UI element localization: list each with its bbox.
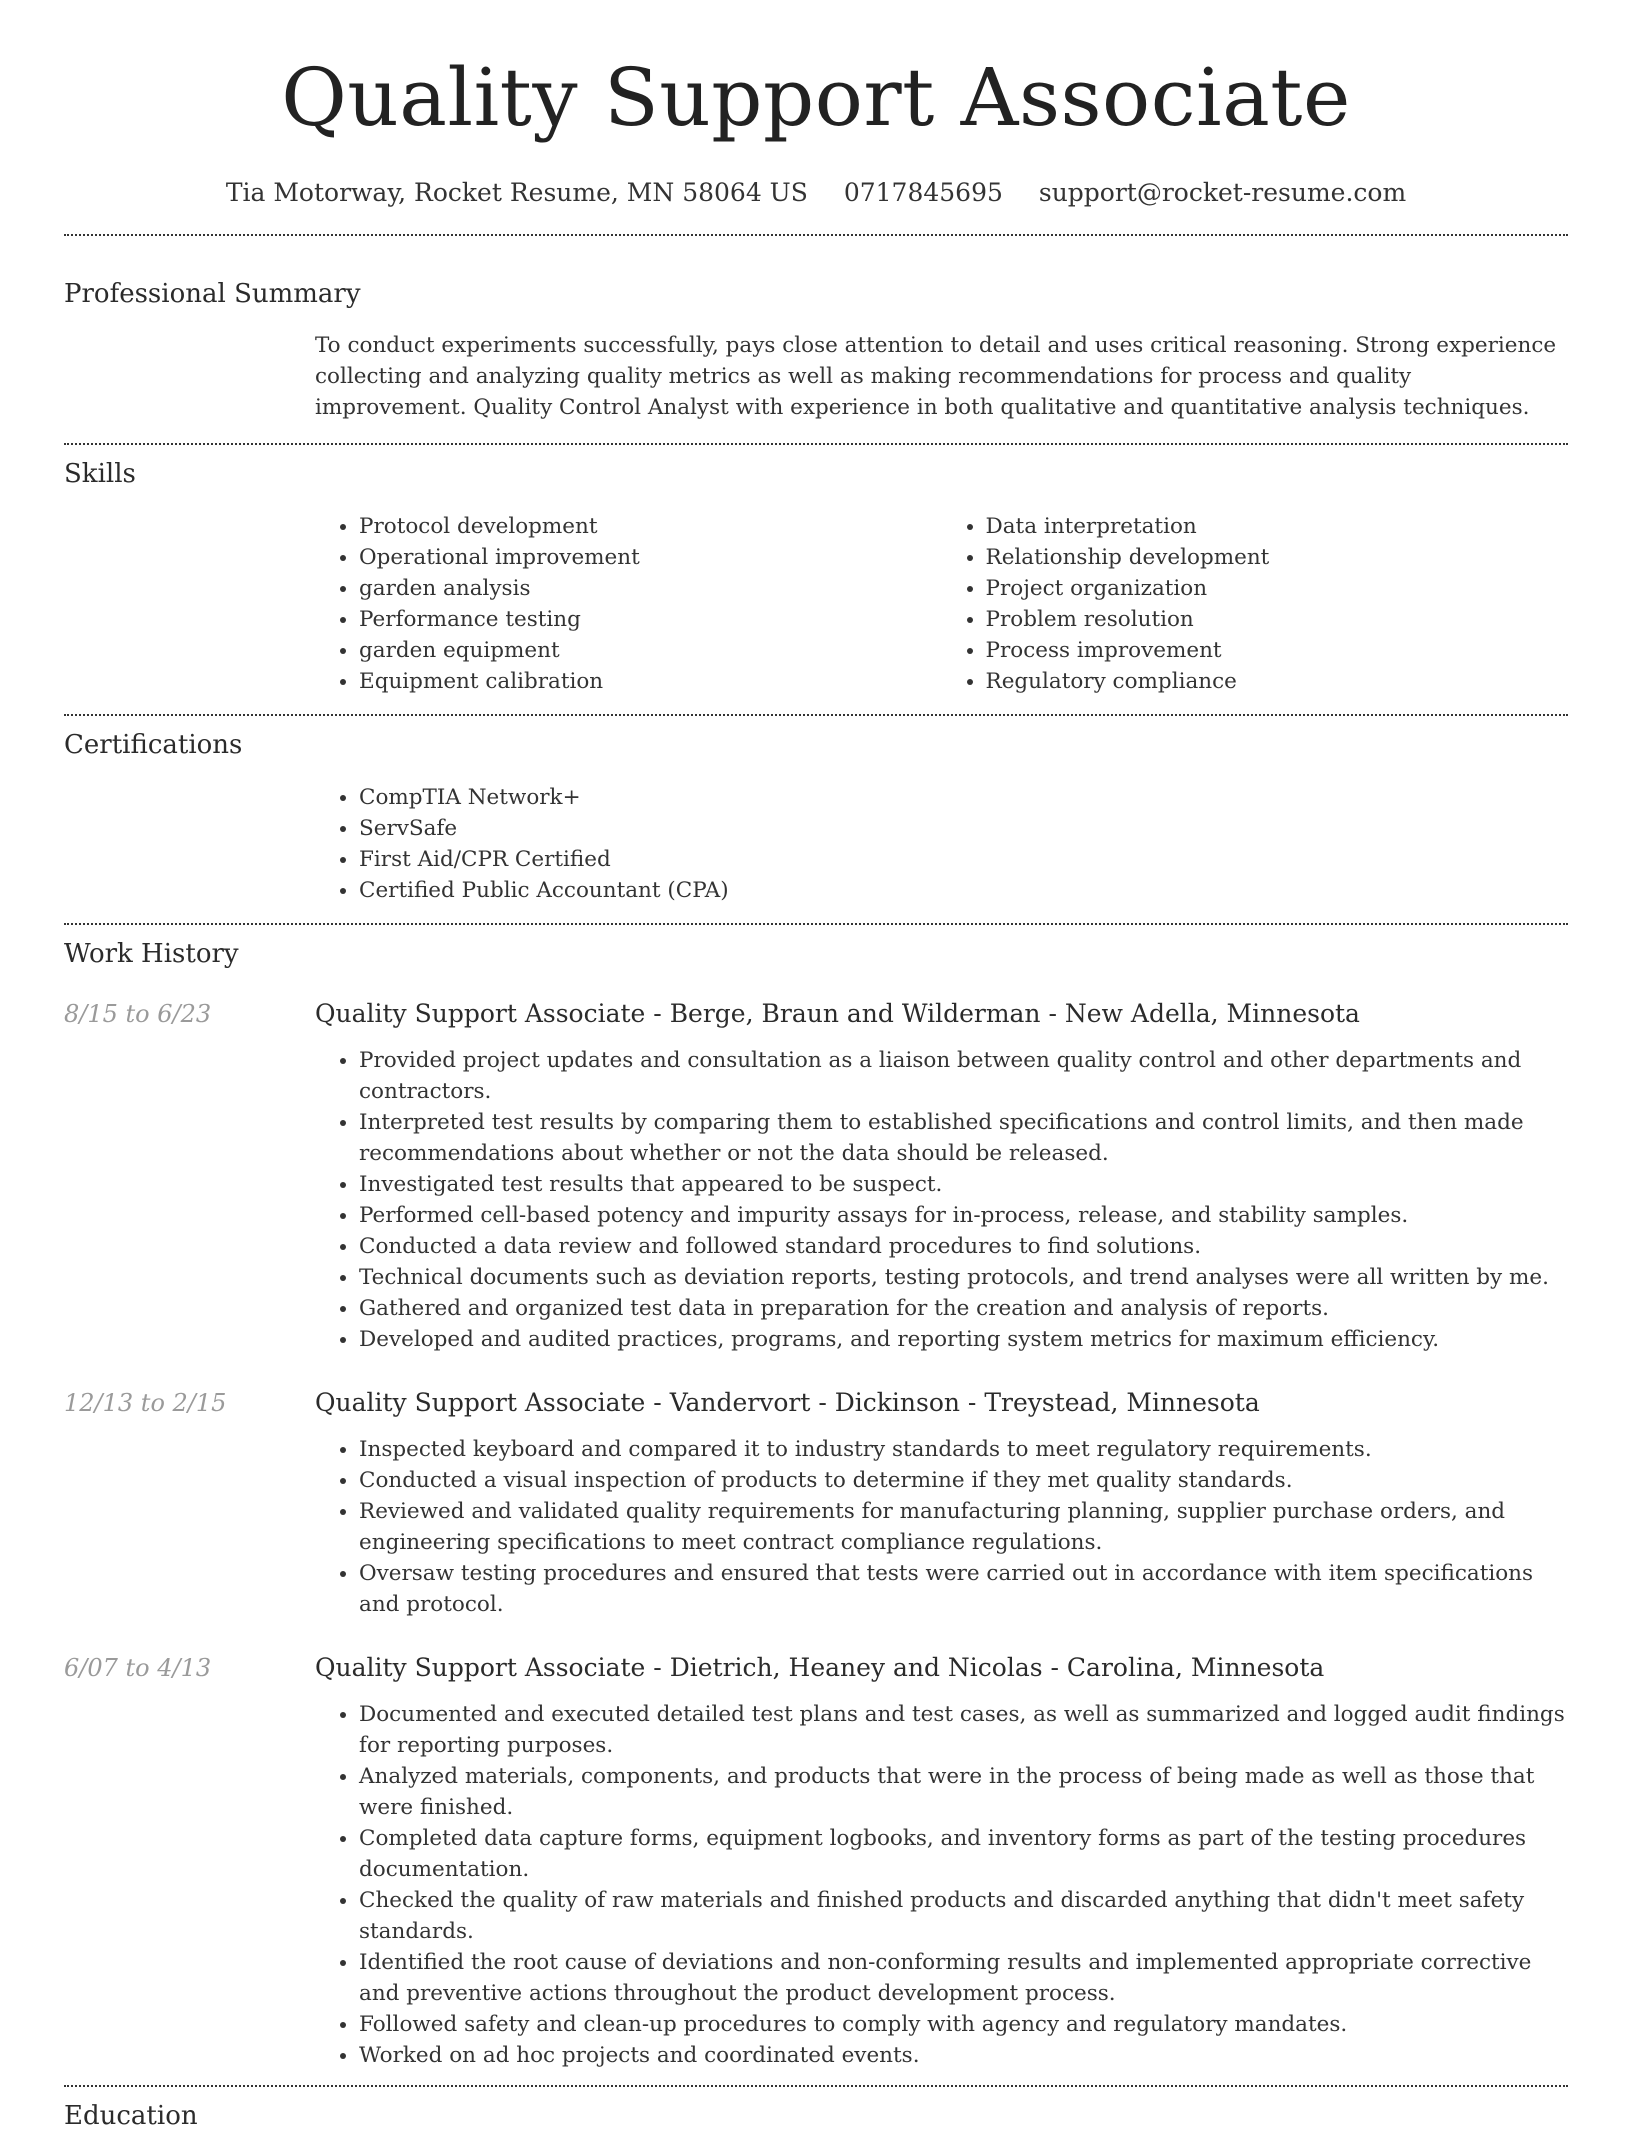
job-bullet: • Checked the quality of raw materials and finished products and discarded anything that didn't meet safety standards.: [359, 1885, 1568, 1947]
skill-item: • Performance testing: [359, 604, 942, 635]
skills-list-left: [315, 511, 942, 697]
job-bullet: • Oversaw testing procedures and ensured that tests were carried out in accordance with item specifications and protocol.: [359, 1558, 1568, 1620]
job-entry: [64, 1651, 1568, 2071]
resume-page: [64, 0, 1568, 2133]
summary-text: To conduct experiments successfully, pays close attention to detail and uses critical reasoning. Strong experience collecting and analyzing quality metrics as well as making recommendations for process and quality improvement. Quality Control Analyst with experience in both qualitative and quantitative analysis techniques.: [315, 333, 1557, 420]
skill-item: • Equipment calibration: [359, 666, 942, 697]
job-bullet: • Investigated test results that appeared to be suspect.: [359, 1169, 1568, 1200]
job-details: [315, 1045, 1568, 1355]
skills-list-right: [942, 511, 1569, 697]
skill-item: • Process improvement: [986, 635, 1569, 666]
skill-item: • garden analysis: [359, 573, 942, 604]
contact-phone: 0717845695: [843, 178, 1003, 207]
job-heading: Quality Support Associate - Dietrich, Heaney and Nicolas - Carolina, Minnesota: [315, 1653, 1325, 1682]
skill-item: • Protocol development: [359, 511, 942, 542]
certification-item: • First Aid/CPR Certified: [359, 844, 1568, 875]
skills-title: Skills: [64, 459, 136, 489]
job-bullet: • Conducted a visual inspection of products to determine if they met quality standards.: [359, 1465, 1568, 1496]
certifications-title: Certifications: [64, 730, 243, 760]
job-bullet: • Conducted a data review and followed standard procedures to find solutions.: [359, 1231, 1568, 1262]
job-bullet: • Followed safety and clean-up procedures to comply with agency and regulatory mandates.: [359, 2009, 1568, 2040]
job-dates: 12/13 to 2/15: [64, 1389, 227, 1417]
job-dates: 6/07 to 4/13: [64, 1654, 212, 1682]
job-details: [315, 1699, 1568, 2071]
summary-content: [315, 330, 1568, 423]
job-bullet: • Inspected keyboard and compared it to industry standards to meet regulatory requirements.: [359, 1434, 1568, 1465]
job-heading: Quality Support Associate - Vandervort - Dickinson - Treystead, Minnesota: [315, 1388, 1260, 1417]
contact-address: Tia Motorway, Rocket Resume, MN 58064 US: [225, 178, 808, 207]
section-divider: [64, 2085, 1568, 2087]
summary-title: Professional Summary: [64, 279, 361, 309]
job-bullet: • Gathered and organized test data in preparation for the creation and analysis of reports.: [359, 1293, 1568, 1324]
skill-item: • Relationship development: [986, 542, 1569, 573]
skill-item: • garden equipment: [359, 635, 942, 666]
job-bullet: • Interpreted test results by comparing them to established specifications and control limits, and then made recommendations about whether or not the data should be released.: [359, 1107, 1568, 1169]
work-history-title: Work History: [64, 939, 239, 969]
job-bullet: • Identified the root cause of deviations and non-conforming results and implemented appropriate corrective and preventive actions throughout the product development process.: [359, 1947, 1568, 2009]
job-bullets: [315, 1434, 1568, 1620]
skill-item: • Problem resolution: [986, 604, 1569, 635]
candidate-name: Quality Support Associate: [281, 51, 1351, 144]
job-bullets: [315, 1045, 1568, 1355]
section-divider: [64, 234, 1568, 236]
certification-item: • CompTIA Network+: [359, 782, 1568, 813]
section-divider: [64, 714, 1568, 716]
certifications-list: [315, 782, 1568, 906]
contact-email: support@rocket-resume.com: [1038, 178, 1407, 207]
job-bullet: • Provided project updates and consultation as a liaison between quality control and other departments and contractors.: [359, 1045, 1568, 1107]
job-bullets: [315, 1699, 1568, 2071]
skills-columns: [315, 511, 1568, 697]
job-bullet: • Performed cell-based potency and impurity assays for in-process, release, and stability samples.: [359, 1200, 1568, 1231]
skills-content: [315, 511, 1568, 697]
certifications-content: [315, 782, 1568, 906]
job-bullet: • Technical documents such as deviation reports, testing protocols, and trend analyses were all written by me.: [359, 1262, 1568, 1293]
skill-item: • Project organization: [986, 573, 1569, 604]
job-entry: [64, 1386, 1568, 1620]
job-bullet: • Documented and executed detailed test plans and test cases, as well as summarized and logged audit findings for reporting purposes.: [359, 1699, 1568, 1761]
certification-item: • ServSafe: [359, 813, 1568, 844]
job-heading: Quality Support Associate - Berge, Braun and Wilderman - New Adella, Minnesota: [315, 999, 1360, 1028]
job-bullet: • Completed data capture forms, equipment logbooks, and inventory forms as part of the testing procedures documentation.: [359, 1823, 1568, 1885]
job-dates: 8/15 to 6/23: [64, 1000, 212, 1028]
skill-item: • Operational improvement: [359, 542, 942, 573]
section-divider: [64, 923, 1568, 925]
certification-item: • Certified Public Accountant (CPA): [359, 875, 1568, 906]
section-divider: [64, 443, 1568, 445]
job-bullet: • Reviewed and validated quality requirements for manufacturing planning, supplier purchase orders, and engineering specifications to meet contract compliance regulations.: [359, 1496, 1568, 1558]
job-bullet: • Analyzed materials, components, and products that were in the process of being made as well as those that were finished.: [359, 1761, 1568, 1823]
job-entry: [64, 997, 1568, 1355]
job-details: [315, 1434, 1568, 1620]
skill-item: • Regulatory compliance: [986, 666, 1569, 697]
education-title: Education: [64, 2101, 198, 2131]
job-bullet: • Developed and audited practices, programs, and reporting system metrics for maximum efficiency.: [359, 1324, 1568, 1355]
job-bullet: • Worked on ad hoc projects and coordinated events.: [359, 2040, 1568, 2071]
contact-line: [64, 176, 1568, 210]
skill-item: • Data interpretation: [986, 511, 1569, 542]
